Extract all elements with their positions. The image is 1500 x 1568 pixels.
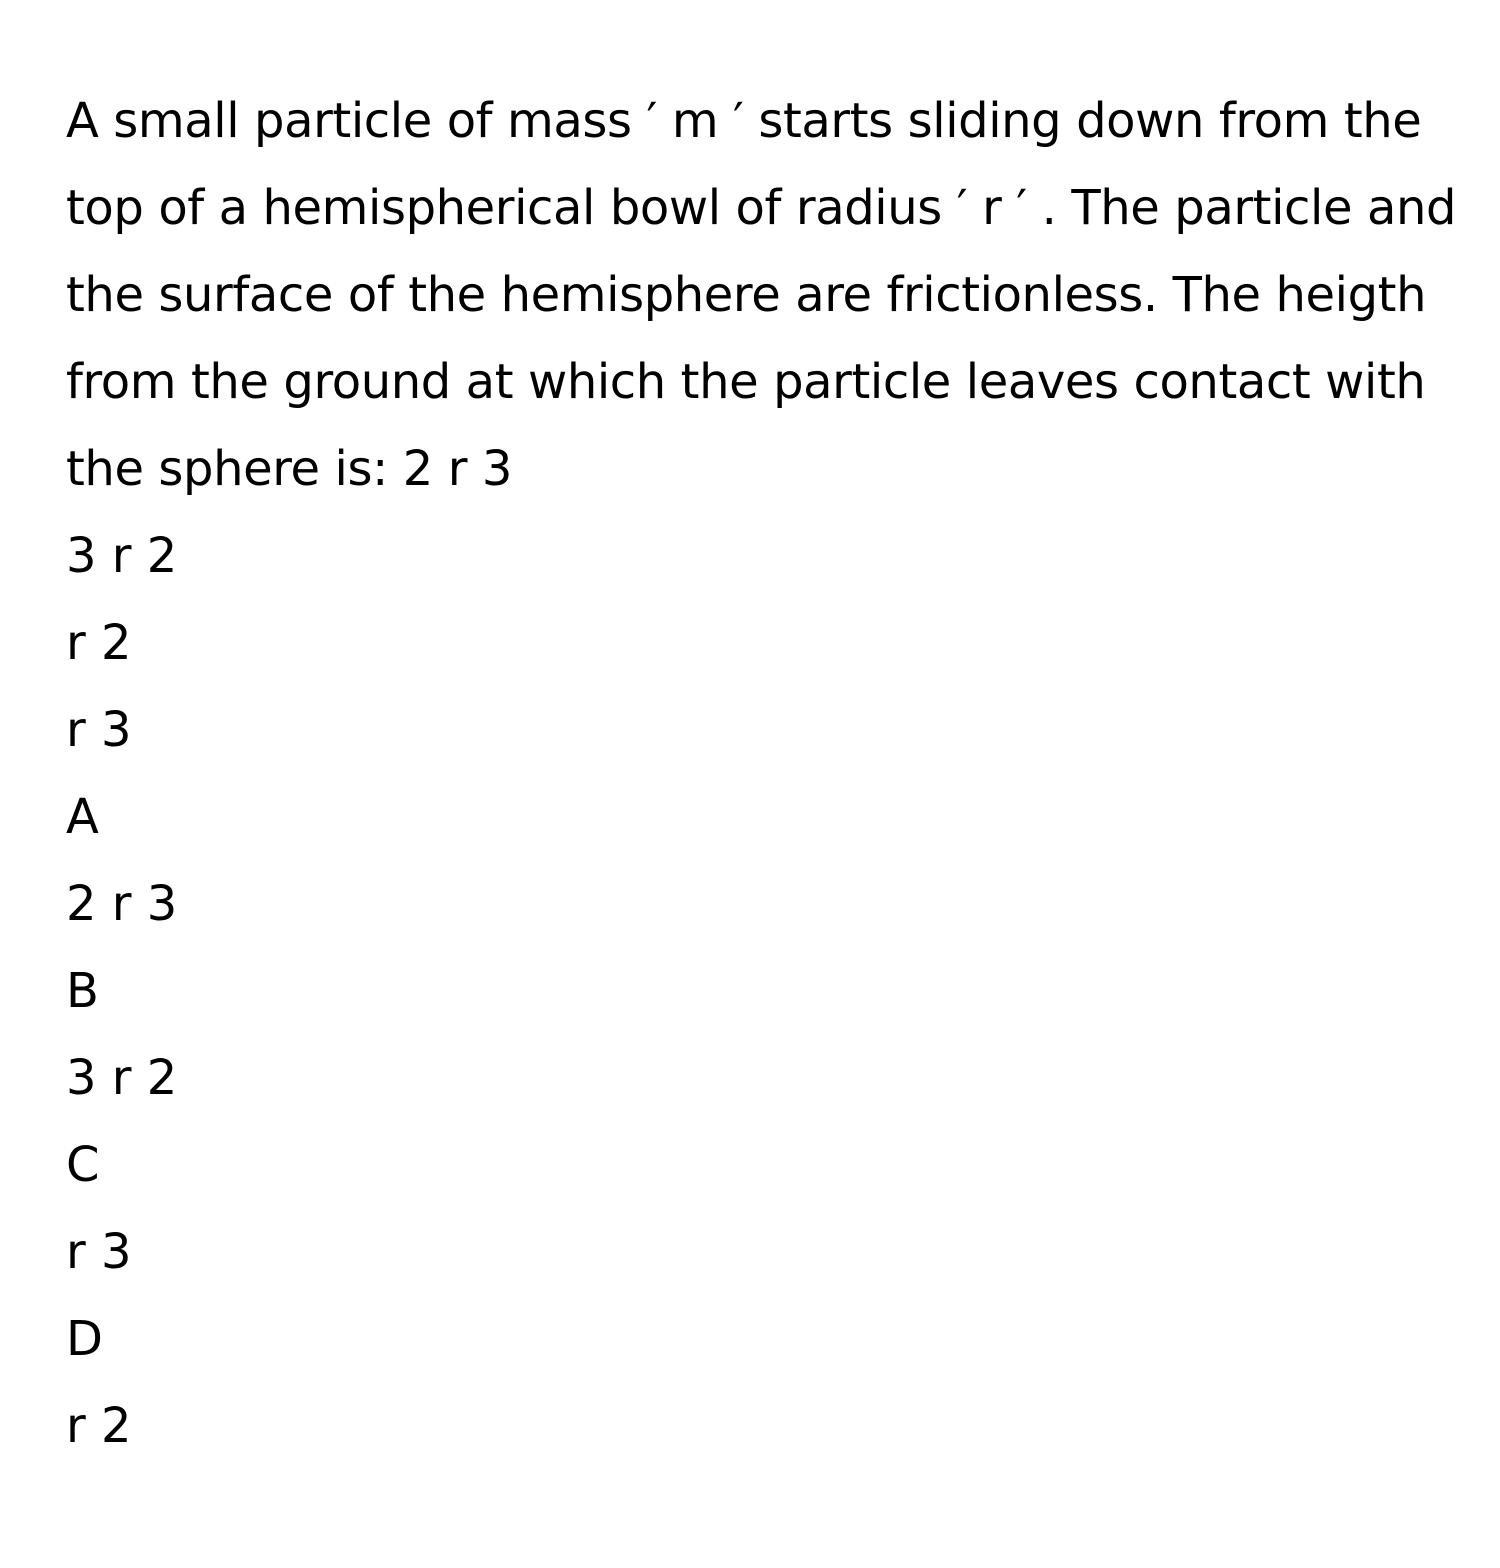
question-document: [66, 78, 1466, 1470]
inline-option-3: r 3: [66, 702, 132, 758]
option-c-value: r 3: [66, 1224, 132, 1280]
inline-option-2: r 2: [66, 615, 132, 671]
option-d-letter: D: [66, 1311, 103, 1367]
option-c-letter: C: [66, 1137, 100, 1193]
option-a-letter: A: [66, 789, 99, 845]
option-b-letter: B: [66, 963, 99, 1019]
option-b-value: 3 r 2: [66, 1050, 178, 1106]
option-d-value: r 2: [66, 1398, 132, 1454]
option-a-value: 2 r 3: [66, 876, 178, 932]
inline-option-1: 3 r 2: [66, 528, 178, 584]
question-text: A small particle of mass ′ m ′ starts sliding down from the top of a hemispherical bowl of radius ′ r ′ . The particle and the surface of the hemisphere are frictionless. The heigth from the ground at which the particle leaves contact with the sphere is: 2 r 3: [66, 93, 1457, 497]
